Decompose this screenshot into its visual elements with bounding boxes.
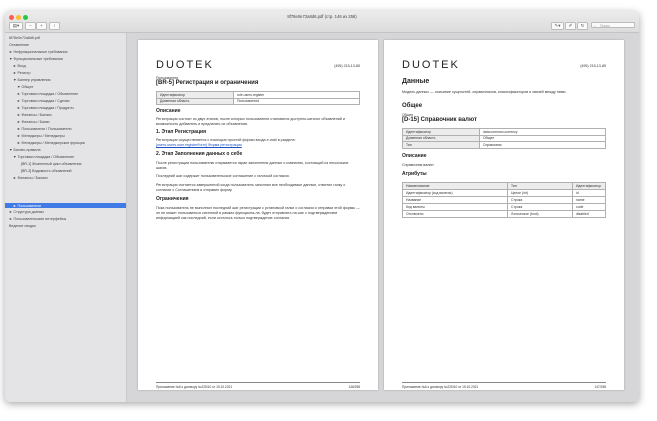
sidebar-item[interactable]: ▼ Общее	[17, 85, 34, 89]
rotate-icon[interactable]: ↻	[577, 22, 588, 30]
sidebar-item[interactable]: ► Финансы / Баланс	[13, 176, 48, 180]
paragraph-stage2a: После регистрации пользователю открывается экран заполнения данных о компании, состоящий из нескольких шагов.	[156, 161, 349, 170]
table-cell: Идентификатор (код валюты)	[403, 190, 508, 197]
table-value: Пользователи	[234, 98, 360, 105]
sidebar-item[interactable]: ► Менеджеры / Менеджерские функции	[17, 141, 85, 145]
sidebar-item-selected[interactable]: ► Пользователи	[13, 203, 42, 208]
sidebar-item[interactable]: [BR-1] Жизненный цикл объявления	[21, 162, 82, 166]
heading-description: Описание	[402, 153, 427, 159]
paragraph-stage2c: Регистрация считается завершенной когда пользователь заполнил все необходимые данные, отметил галку о согласии с Соглашением и отправил форму.	[156, 183, 346, 192]
zoom-out-icon[interactable]: −	[25, 22, 36, 30]
sidebar-toggle-icon[interactable]: ▤▾	[9, 22, 23, 30]
table-row	[403, 142, 606, 149]
search-placeholder: Поиск	[600, 24, 610, 28]
sidebar-item[interactable]: ► Торговая площадка / Сделки	[17, 99, 70, 103]
heading-stage2: 2. Этап Заполнения данных о себе	[156, 151, 243, 157]
header-phone: (495) 215-13-85	[580, 64, 606, 68]
table-row	[403, 204, 606, 211]
sidebar-item[interactable]: ► Торговая площадка / Объявление	[17, 92, 79, 96]
window-title: 8f78e0e72a8d6.pdf (стр. 146 из 258)	[287, 14, 357, 19]
title-bar	[5, 11, 639, 33]
table-cell: code	[573, 204, 606, 211]
heading-attributes: Атрибуты	[402, 171, 427, 177]
table-cell: name	[573, 197, 606, 204]
table-cell: Название	[403, 197, 508, 204]
sidebar-item[interactable]: Ведение сводки	[9, 224, 36, 228]
attributes-table	[402, 182, 606, 218]
heading-limits: Ограничения	[156, 196, 189, 202]
sidebar-item[interactable]: ► Структура данных	[9, 210, 45, 214]
table-row	[403, 197, 606, 204]
table-key: Доменная область	[403, 135, 480, 142]
heading-general: Общее	[402, 103, 423, 109]
table-key: Идентификатор	[403, 129, 480, 136]
sidebar-item[interactable]: Оглавление	[9, 43, 30, 47]
search-input[interactable]	[591, 22, 635, 28]
paragraph-stage1: Регистрация осуществляется с помощью простой формы входа e-mail в разделе:	[156, 138, 296, 142]
table-cell: Отключено	[403, 211, 508, 218]
table-cell: Логическое (bool)	[508, 211, 573, 218]
pen-icon[interactable]: ✎▾	[551, 22, 564, 30]
footer-text: Приложение №6 к договору №225/10 от 15.10.2021	[402, 385, 479, 389]
sidebar-outline[interactable]	[5, 33, 127, 402]
table-key: Доменная область	[157, 98, 234, 105]
paragraph-limits: Пока пользователь не выполнил последний шаг регистрации с установкой галки о согласии и отправки этой формы — он не может пользоваться системой в рамках функциона-ла, будет отправлять на шаг с подтверждением информацией как последний, если осталось только подтверждение согласия.	[156, 206, 360, 220]
pdf-page-left	[138, 40, 378, 390]
sidebar-item[interactable]: ► Вход	[13, 64, 26, 68]
table-key: Тип	[403, 142, 480, 149]
sidebar-item[interactable]: [BR-3] Видимость объявлений	[21, 169, 72, 173]
page-number: 146/258	[348, 385, 360, 389]
sidebar-item[interactable]: ► Финансы / Баланс	[17, 113, 52, 117]
preview-window	[5, 11, 639, 402]
heading-stage1: 1. Этап Регистрация	[156, 129, 207, 135]
sidebar-item[interactable]: ▼ Баннер управления	[13, 78, 51, 82]
company-logo: DUOTEK	[402, 59, 460, 71]
table-row	[157, 98, 360, 105]
registration-form-link[interactable]: [users.users.user.register/form] Форма регистрации	[156, 143, 242, 147]
table-value: data.common.currency	[480, 129, 606, 136]
sidebar-item[interactable]: ► Финансы / Банки	[17, 120, 50, 124]
table-value: Общее	[480, 135, 606, 142]
table-cell: Код валюты	[403, 204, 508, 211]
table-value: Справочник	[480, 142, 606, 149]
table-cell: Строка	[508, 197, 573, 204]
column-header: Тип	[508, 183, 573, 190]
section-label: Общее	[402, 113, 414, 117]
header-phone: (495) 215-13-85	[334, 64, 360, 68]
paragraph-description: Справочник валют.	[402, 163, 435, 167]
sidebar-item[interactable]: ► Нефункциональные требования	[9, 50, 68, 54]
meta-table	[402, 128, 606, 149]
table-row	[403, 190, 606, 197]
search-icon: ⌕	[594, 24, 596, 28]
pdf-page-right	[384, 40, 624, 390]
table-key: Идентификатор	[157, 92, 234, 99]
table-header-row	[403, 183, 606, 190]
sidebar-item[interactable]: ► Торговая площадка / Продукты	[17, 106, 74, 110]
column-header: Идентификатор	[573, 183, 606, 190]
footer-text: Приложение №6 к договору №225/10 от 15.10.2021	[156, 385, 233, 389]
table-cell: disabled	[573, 211, 606, 218]
sidebar-item[interactable]: ▼ Бизнес-правила	[9, 148, 41, 152]
page-footer	[156, 382, 360, 389]
heading-description: Описание	[156, 108, 181, 114]
column-header: Наименование	[403, 183, 508, 190]
subtitle: [D-15] Справочник валют	[402, 117, 477, 123]
sidebar-item[interactable]: ► Пользователи / Пользователи	[17, 127, 72, 131]
sidebar-item[interactable]: ► Менеджеры / Менеджеры	[17, 134, 65, 138]
table-row	[403, 211, 606, 218]
page-number: 147/258	[594, 385, 606, 389]
markup-icon[interactable]: ✐	[565, 22, 576, 30]
page-title: [BR-5] Регистрация и ограничения	[156, 80, 259, 86]
page-footer	[402, 382, 606, 389]
paragraph-stage2b: Последний шаг содержит пользовательское соглашение с галочкой согласия.	[156, 174, 290, 178]
table-cell: Строка	[508, 204, 573, 211]
sidebar-item[interactable]: ▼ Функциональные требования	[9, 57, 63, 61]
sidebar-item[interactable]: ► Регистр	[13, 71, 31, 75]
sidebar-item[interactable]: ▼ Торговая площадка / Объявление	[13, 155, 75, 159]
page-title: Данные	[402, 78, 430, 85]
share-icon[interactable]: ↑	[49, 22, 60, 30]
table-cell: id	[573, 190, 606, 197]
zoom-in-icon[interactable]: +	[36, 22, 47, 30]
sidebar-item[interactable]: 8f78e0e72a8d6.pdf	[9, 36, 40, 40]
table-cell: Целое (int)	[508, 190, 573, 197]
sidebar-item[interactable]: ► Пользовательские интерфейсы	[9, 217, 67, 221]
paragraph-description: Регистрация состоит из двух этапов, после которых пользователи становятся доступно-каталог объявлений и возможность добавлять и предлагать их объявления.	[156, 117, 345, 126]
table-value: rule.users.register	[234, 92, 360, 99]
meta-table	[156, 91, 360, 105]
paragraph-intro: Модель данных — описание сущностей, справочников, классификаторов и связей между ними.	[402, 90, 567, 94]
section-label: Пользователи	[156, 76, 179, 80]
company-logo: DUOTEK	[156, 59, 214, 71]
